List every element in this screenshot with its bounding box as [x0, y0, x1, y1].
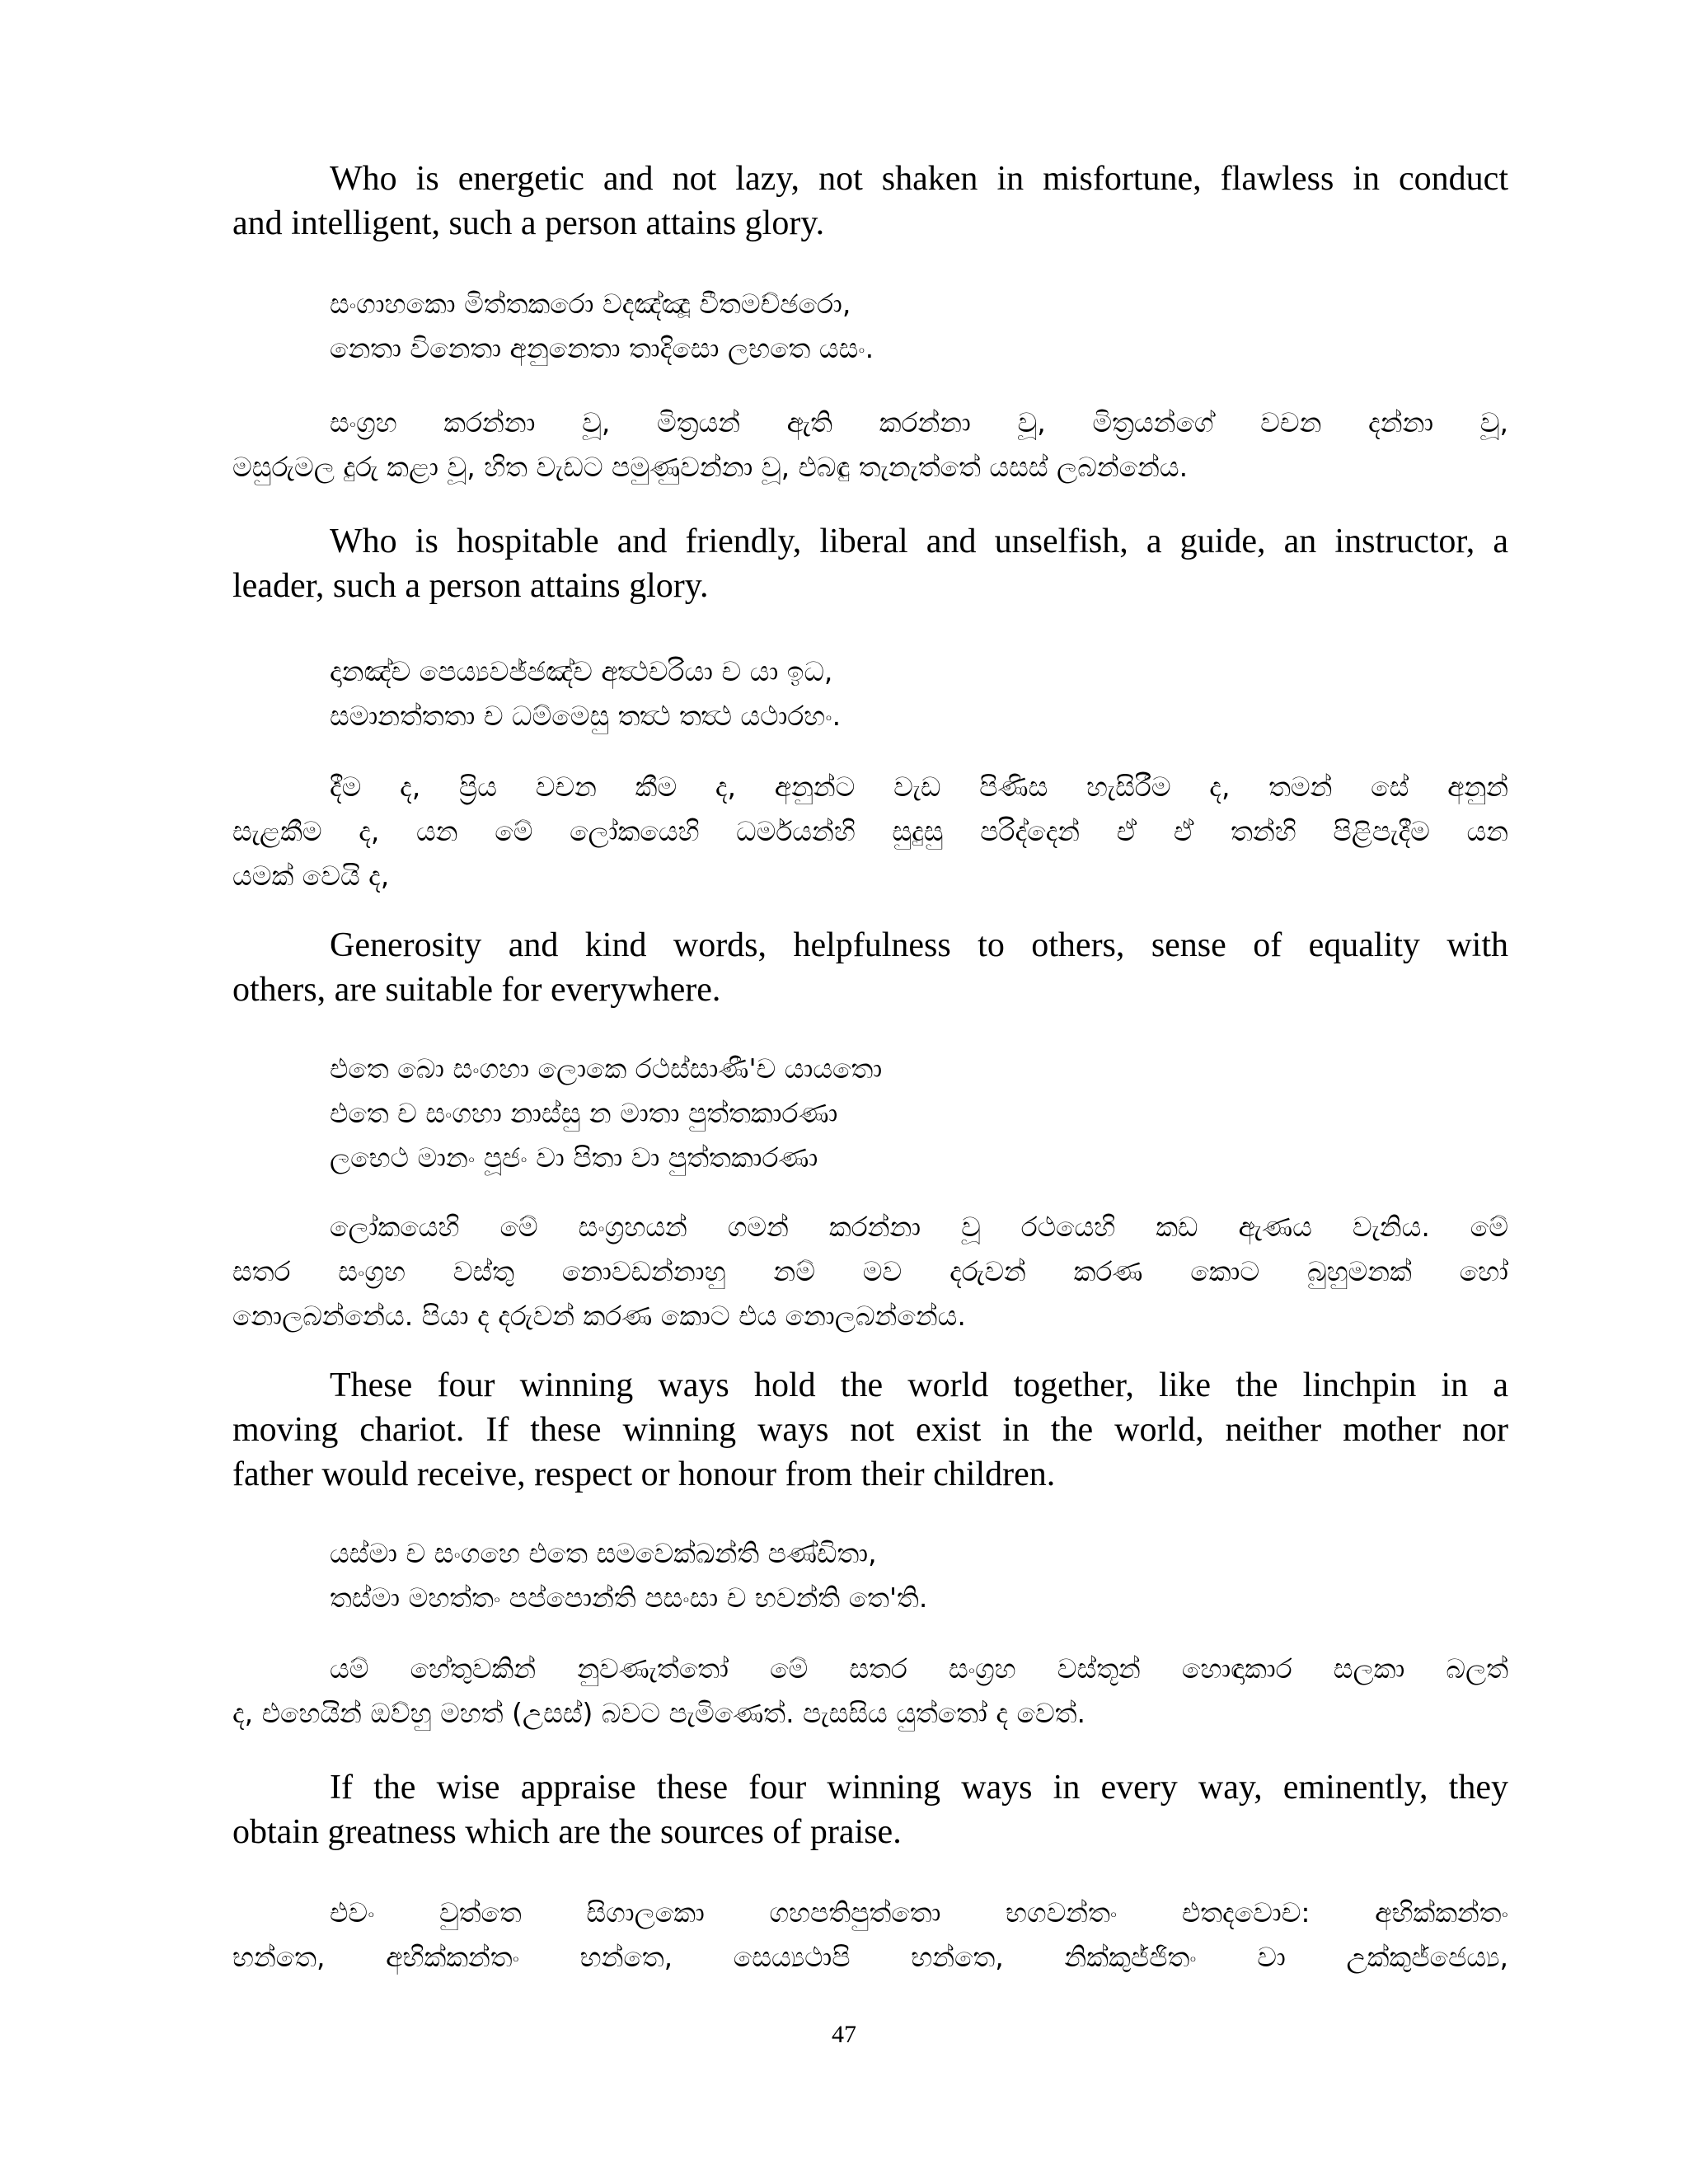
text-line: Generosity and kind words, helpfulness to others, sense of equality with: [330, 926, 1508, 964]
english-paragraph: [232, 1765, 1508, 1854]
text-line: දීම ද, ප්‍රිය වචන කීම ද, අනුන්ට වැඩ පිණිස හැසිරීම ද, තමන් සේ අනුන්: [330, 771, 1508, 803]
verse-line: සංගාහකො මිත්තකරො වදඤ්ඤූ වීතමච්ඡරො,: [330, 288, 851, 320]
text-line: මසුරුමල දුරු කළා වූ, හිත වැඩට පමුණුවන්නා වූ, එබඳු තැනැත්තේ යසස් ලබන්නේය.: [232, 451, 1189, 483]
verse-line: තස්මා මහත්තං පප්පොන්ති පසංසා ච භවන්ති තෙ'ති.: [330, 1582, 928, 1614]
english-paragraph: [232, 1363, 1508, 1497]
verse-line: එතෙ ච සංගහා නාස්සු න මාතා පුත්තකාරණා: [330, 1097, 838, 1129]
text-line: යම් හේතුවකින් නුවණැත්තෝ මේ සතර සංග්‍රහ වස්තූන් හොඳාකාර සලකා බලත්: [330, 1652, 1508, 1685]
text-line: obtain greatness which are the sources of praise.: [232, 1813, 902, 1851]
text-line: යමක් වෙයි ද,: [232, 860, 390, 892]
sinhala-paragraph: [232, 765, 1508, 898]
text-line: These four winning ways hold the world together, like the linchpin in a: [330, 1366, 1508, 1404]
text-line: If the wise appraise these four winning ways in every way, eminently, they: [330, 1769, 1508, 1807]
pali-verse: [330, 649, 1484, 738]
text-line: and intelligent, such a person attains glory.: [232, 204, 825, 242]
text-line: father would receive, respect or honour from their children.: [232, 1455, 1056, 1493]
text-line: සැළකීම ද, යන මේ ලෝකයෙහි ධර්මයන්හි සුදුසු පරිද්දෙන් ඒ ඒ තන්හි පිළිපැදීම යන: [232, 815, 1508, 847]
verse-line: එතෙ බො සංගහා ලොකෙ රථස්සාණී'ච යායතො: [330, 1052, 883, 1085]
text-line: සංග්‍රහ කරන්නා වූ, මිත්‍රයන් ඇති කරන්නා වූ, මිත්‍රයන්ගේ වචන දන්නා වූ,: [330, 406, 1508, 438]
text-line: භන්තෙ, අභික්කන්තං භන්තෙ, සෙය්‍යථාපි භන්තෙ, නික්කුජ්ජිතං වා උක්කුජ්ජෙය්‍ය,: [232, 1941, 1508, 1973]
verse-line: නෙතා විනෙතා අනුනෙතා තාදිසො ලභතෙ යසං.: [330, 332, 874, 364]
pali-verse: [330, 282, 1484, 371]
text-line: ද, එහෙයින් ඔව්හු මහත් (උසස්) බවට පැමිණෙත්. පැසසිය යුත්තෝ ද වෙත්.: [232, 1697, 1086, 1729]
text-line: leader, such a person attains glory.: [232, 567, 709, 605]
sinhala-paragraph: [232, 1647, 1508, 1736]
pali-prose-paragraph: [232, 1891, 1508, 1980]
verse-line: සමානත්තතා ච ධම්මෙසු තත්‍ථ තත්‍ථ යථාරහං.: [330, 700, 842, 732]
sinhala-paragraph: [232, 1205, 1508, 1338]
text-line: සතර සංග්‍රහ වස්තු නොවඩන්නාහු නම් මව දරුවන් කරණ කොට බුහුමනක් හෝ: [232, 1255, 1508, 1287]
text-line: එවං වුත්තෙ සිගාලකො ගහපතිපුත්තො භගවන්තං එතදවොච: අභික්කන්තං: [330, 1896, 1508, 1929]
text-line: Who is hospitable and friendly, liberal and unselfish, a guide, an instructor, a: [330, 523, 1508, 560]
page-number: 47: [832, 2021, 856, 2048]
english-paragraph: [232, 519, 1508, 608]
text-line: Who is energetic and not lazy, not shaken in misfortune, flawless in conduct: [330, 160, 1508, 198]
verse-line: දානඤ්ච පෙය්‍යවජ්ජඤ්ච අත්‍ථචරියා ච යා ඉධ,: [330, 655, 833, 687]
text-line: නොලබන්නේය. පියා ද දරුවන් කරණ කොට එය නොලබන්නේය.: [232, 1300, 966, 1332]
text-line: others, are suitable for everywhere.: [232, 971, 721, 1009]
english-paragraph: [232, 923, 1508, 1012]
text-line: ලෝකයෙහි මේ සංග්‍රහයන් ගමන් කරන්නා වූ රථයෙහි කඩ ඇණය වැනිය. මේ: [330, 1211, 1508, 1243]
text-line: moving chariot. If these winning ways not exist in the world, neither mother nor: [232, 1411, 1508, 1449]
verse-line: ලභෙථ මානං පූජං වා පිතා වා පුත්තකාරණා: [330, 1141, 818, 1174]
pali-verse: [330, 1531, 1484, 1620]
verse-line: යස්මා ච සංගහෙ එතෙ සමවෙක්ඛන්ති පණ්ඩිතා,: [330, 1537, 877, 1569]
pali-verse: [330, 1047, 1484, 1180]
sinhala-paragraph: [232, 401, 1508, 490]
english-paragraph: [232, 157, 1508, 246]
